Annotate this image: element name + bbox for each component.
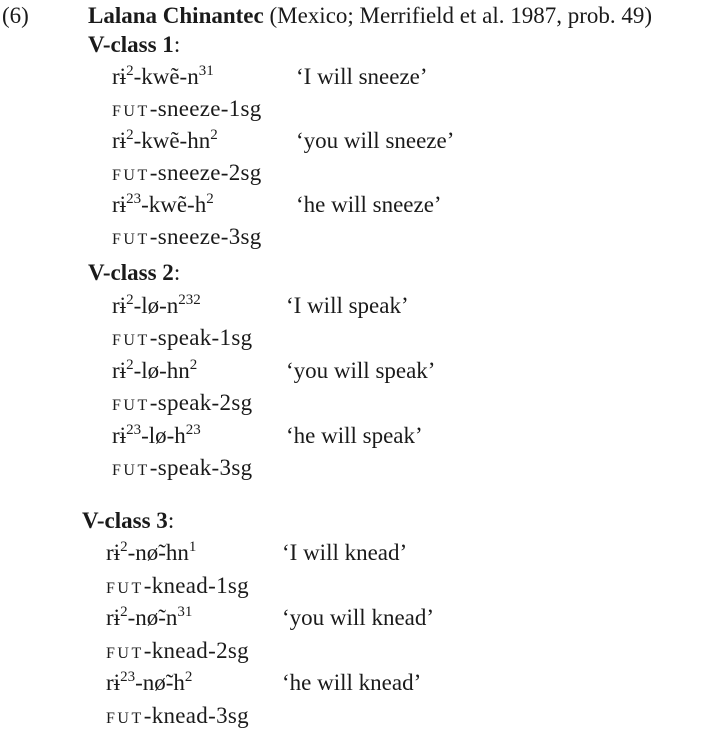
- form-line: $rɨ^2-nø̃-hn^1$: [106, 539, 197, 565]
- gloss-line: FUT-knead-3sg: [106, 703, 249, 728]
- gloss-line: FUT-speak-3sg: [112, 455, 253, 480]
- form-line: $rɨ^{23}-lø-h^{23}$: [112, 422, 201, 448]
- class-heading: V-class 1:: [88, 32, 181, 57]
- translation: ‘I will speak’: [286, 293, 409, 318]
- class-heading: V-class 3:: [82, 508, 175, 533]
- class-heading: V-class 2:: [88, 260, 181, 285]
- form-line: $rɨ^2-kwẽ-hn^2$: [112, 127, 218, 153]
- gloss-line: FUT-speak-1sg: [112, 325, 253, 350]
- translation: ‘he will sneeze’: [296, 192, 442, 217]
- translation: ‘you will speak’: [286, 358, 436, 383]
- example-header: [88, 4, 652, 27]
- form-line: $rɨ^2-lø-hn^2$: [112, 357, 198, 383]
- language-name: Lalana Chinantec: [88, 3, 264, 28]
- translation: ‘you will sneeze’: [296, 128, 455, 153]
- form-line: $rɨ^{23}-kwẽ-h^2$: [112, 191, 214, 217]
- translation: ‘he will knead’: [282, 670, 422, 695]
- form-line: $rɨ^2-lø-n^{232}$: [112, 292, 201, 318]
- form-line: $rɨ^{23}-nø̃-h^2$: [106, 669, 193, 695]
- translation: ‘I will knead’: [282, 540, 408, 565]
- gloss-line: FUT-knead-1sg: [106, 573, 249, 598]
- gloss-line: FUT-speak-2sg: [112, 390, 253, 415]
- form-line: $rɨ^2-kwẽ-n^{31}$: [112, 63, 214, 89]
- gloss-line: FUT-sneeze-1sg: [112, 96, 262, 121]
- translation: ‘I will sneeze’: [296, 64, 428, 89]
- translation: ‘he will speak’: [286, 423, 423, 448]
- gloss-line: FUT-sneeze-2sg: [112, 160, 262, 185]
- form-line: $rɨ^2-nø̃-n^{31}$: [106, 604, 193, 630]
- source-citation: (Mexico; Merrifield et al. 1987, prob. 49): [269, 3, 653, 28]
- example-number: (6): [2, 3, 29, 28]
- gloss-line: FUT-knead-2sg: [106, 638, 249, 663]
- gloss-line: FUT-sneeze-3sg: [112, 224, 262, 249]
- translation: ‘you will knead’: [282, 605, 435, 630]
